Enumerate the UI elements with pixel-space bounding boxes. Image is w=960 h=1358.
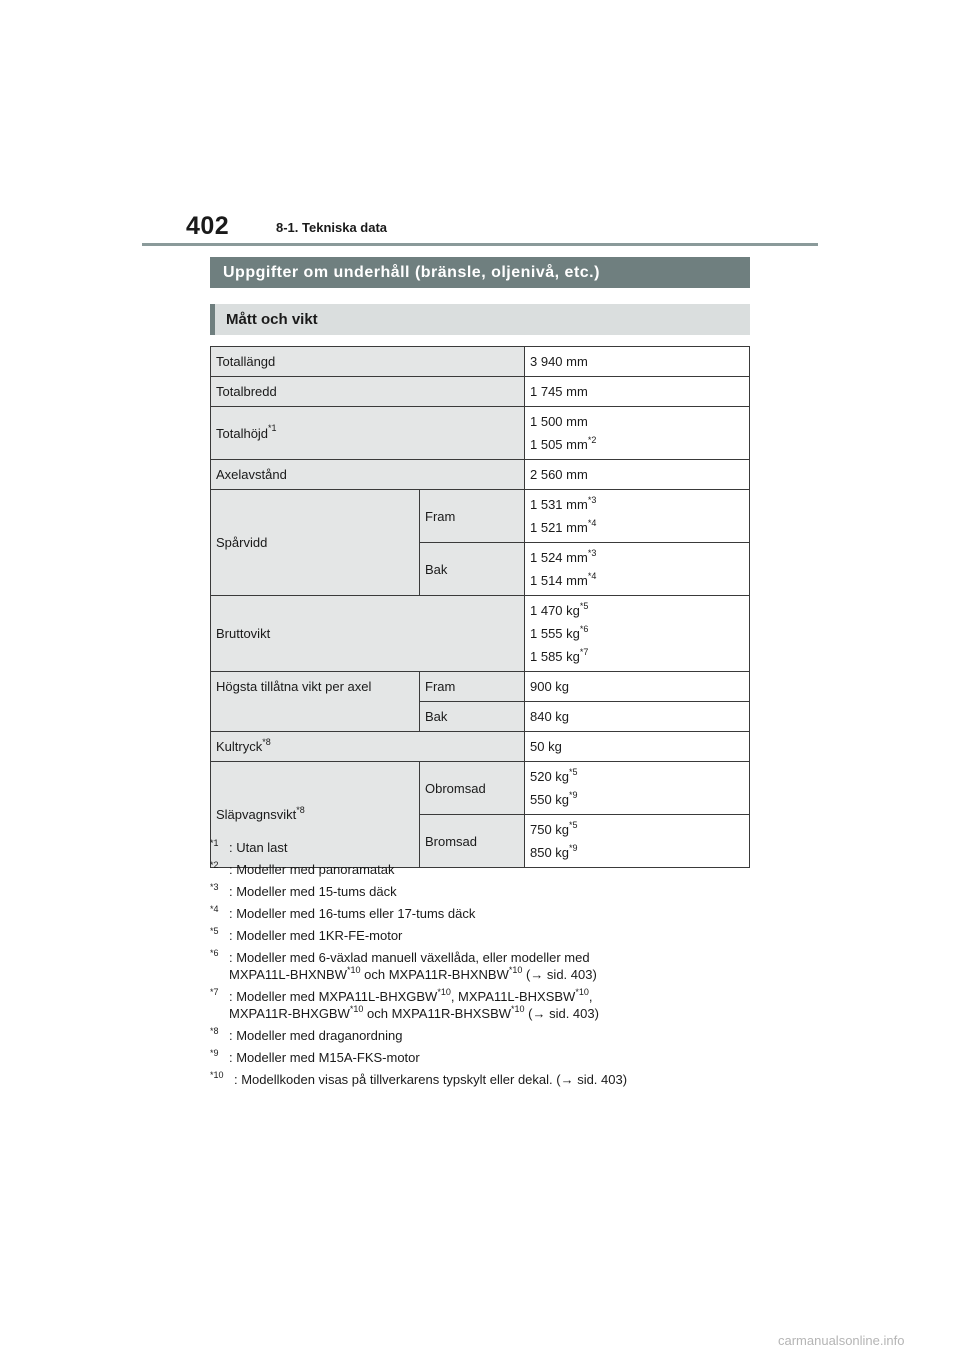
row-label: Totalhöjd$^{*1}$ — [211, 407, 525, 460]
row-value: 520 $kg^{*5}$ 550 $kg^{*9}$ — [525, 762, 750, 815]
table-row — [211, 407, 750, 460]
footnote: $^{*3}$ : Modeller med 15-tums däck — [210, 881, 397, 899]
footnotes — [210, 839, 770, 1093]
row-value: 2 560 mm — [525, 460, 750, 490]
footnote: $^{*5}$ : Modeller med 1KR-FE-motor — [210, 925, 403, 943]
chapter-banner: Uppgifter om underhåll (bränsle, oljenivå, etc.) — [210, 257, 750, 288]
row-label: Kultryck$^{*8}$ — [211, 732, 525, 762]
sub-label: Bak — [420, 543, 525, 596]
table-row — [211, 596, 750, 672]
footnote: $^{*6}$ : Modeller med 6-växlad manuell växellåda, eller modeller med MXPA11L-BHXNBW$^{*10}$ och MXPA11R-BHXNBW$^{*10}$ (→ sid. 403) — [210, 947, 597, 982]
table-row — [211, 762, 750, 815]
footnote: $^{*4}$ : Modeller med 16-tums eller 17-tums däck — [210, 903, 476, 921]
table-row — [211, 490, 750, 543]
sub-label: Obromsad — [420, 762, 525, 815]
row-value: 1 500 mm 1 505 $mm^{*2}$ — [525, 407, 750, 460]
footnote: $^{*8}$ : Modeller med draganordning — [210, 1025, 403, 1043]
row-value: 900 kg — [525, 672, 750, 702]
table-row — [211, 377, 750, 407]
row-value: 50 kg — [525, 732, 750, 762]
row-label: Bruttovikt — [211, 596, 525, 672]
table-row — [211, 460, 750, 490]
page-number: 402 — [186, 212, 230, 240]
sub-label: Bak — [420, 702, 525, 732]
row-label: Släpvagnsvikt$^{*8}$ — [211, 762, 420, 868]
table-row — [211, 672, 750, 702]
footnote: $^{*2}$ : Modeller med panoramatak — [210, 859, 395, 877]
row-label: Högsta tillåtna vikt per axel — [211, 672, 420, 732]
subheading: Mått och vikt — [210, 304, 750, 335]
watermark: carmanualsonline.info — [778, 1333, 905, 1348]
row-value: 1 531 $mm^{*3}$ 1 521 $mm^{*4}$ — [525, 490, 750, 543]
table-row — [211, 347, 750, 377]
row-label: Totalbredd — [211, 377, 525, 407]
row-label: Totallängd — [211, 347, 525, 377]
row-value: 750 $kg^{*5}$ 850 $kg^{*9}$ — [525, 815, 750, 868]
footnote: $^{*7}$ : Modeller med MXPA11L-BHXGBW$^{*10}$, MXPA11L-BHXSBW$^{*10}$, MXPA11R-BHXGBW$^{*10}$ och MXPA11R-BHXSBW$^{*10}$ (→ sid. 403) — [210, 986, 599, 1021]
sub-label: Bromsad — [420, 815, 525, 868]
sub-label: Fram — [420, 490, 525, 543]
section-title: 8-1. Tekniska data — [276, 220, 388, 235]
row-label: Axelavstånd — [211, 460, 525, 490]
row-value: 1 524 $mm^{*3}$ 1 514 $mm^{*4}$ — [525, 543, 750, 596]
dimensions-weight-table — [210, 346, 750, 868]
footnote: $^{*9}$ : Modeller med M15A-FKS-motor — [210, 1047, 420, 1065]
table-row — [211, 732, 750, 762]
row-value: 3 940 mm — [525, 347, 750, 377]
footnote: $^{*10}$ : Modellkoden visas på tillverkarens typskylt eller dekal. (→ sid. 403) — [210, 1069, 628, 1087]
row-value: 1 470 $kg^{*5}$ 1 555 $kg^{*6}$ 1 585 $kg^{*7}$ — [525, 596, 750, 672]
footnote: $^{*1}$ : Utan last — [210, 837, 288, 855]
row-label: Spårvidd — [211, 490, 420, 596]
row-value: 1 745 mm — [525, 377, 750, 407]
sub-label: Fram — [420, 672, 525, 702]
header-divider — [142, 243, 818, 246]
row-value: 840 kg — [525, 702, 750, 732]
